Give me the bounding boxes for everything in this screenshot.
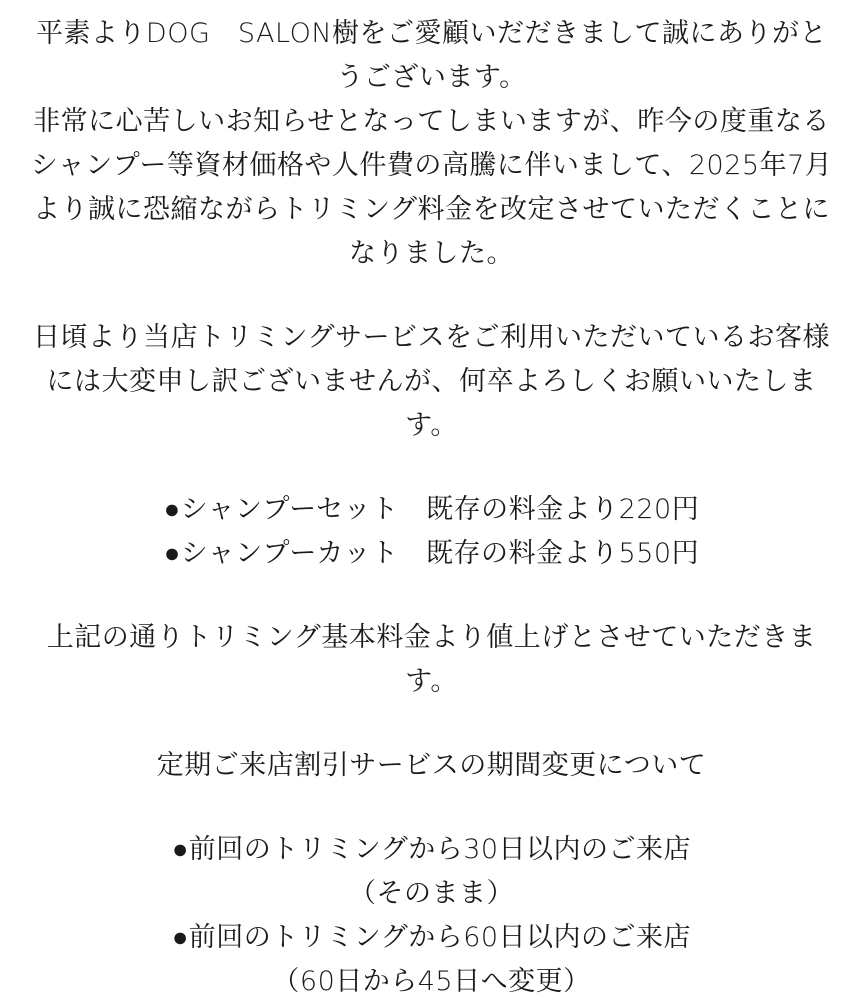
price-revision-paragraph: 非常に心苦しいお知らせとなってしまいますが、昨今の度重なるシャンプー等資材価格や人件費の高騰に伴いまして、2025年7月より誠に恐縮ながらトリミング料金を改定させていただくことになりました。 — [30, 106, 833, 269]
discount-heading: 定期ご来店割引サービスの期間変更について — [156, 750, 707, 781]
price-note-paragraph: 上記の通りトリミング基本料金より値上げとさせていただきます。 — [46, 622, 817, 697]
greeting-paragraph: 平素よりDOG SALON樹をご愛顧いだだきまして誠にありがとうございます。 — [35, 18, 828, 93]
spacer — [30, 704, 833, 744]
spacer — [30, 276, 833, 316]
discount-item-60-days: ●前回のトリミングから60日以内のご来店 — [171, 922, 692, 953]
notice-body — [30, 12, 833, 1004]
spacer — [30, 576, 833, 616]
spacer — [30, 448, 833, 488]
price-item-shampoo-cut: ●シャンプーカット 既存の料金より550円 — [163, 538, 700, 569]
discount-item-30-days: ●前回のトリミングから30日以内のご来店 — [171, 834, 692, 865]
discount-item-60-days-note: （60日から45日へ変更） — [272, 966, 591, 997]
discount-item-30-days-note: （そのまま） — [349, 878, 514, 909]
apology-paragraph: 日頃より当店トリミングサービスをご利用いただいているお客様には大変申し訳ございませんが、何卒よろしくお願いいたします。 — [33, 322, 830, 441]
spacer — [30, 788, 833, 828]
price-item-shampoo-set: ●シャンプーセット 既存の料金より220円 — [163, 494, 700, 525]
